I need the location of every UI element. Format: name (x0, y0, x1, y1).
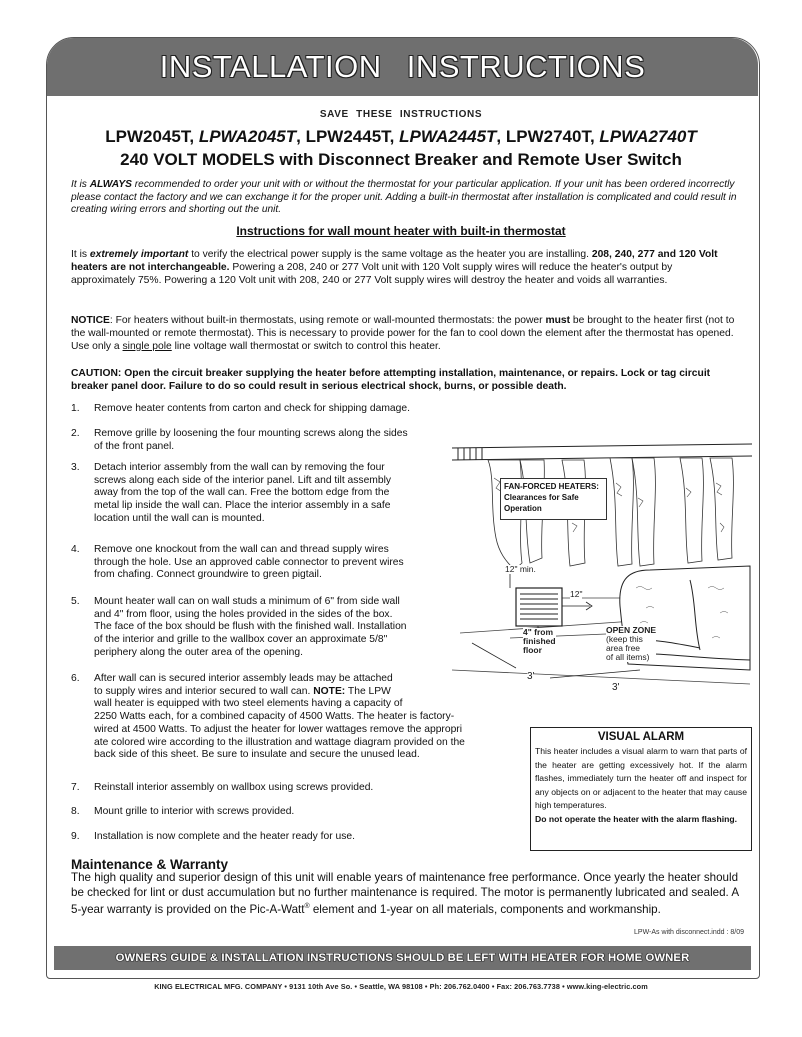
intro-post: recommended to order your unit with or without the thermostat for your particular application. If your unit has been ordered incorrectly please contact the factory and we can exchange it for the proper unit. Adding a built-in thermostat after installation is complicated and could result in creating wiring errors and shorting out the unit. (71, 179, 737, 215)
step-text (94, 673, 465, 762)
step-line (94, 441, 408, 454)
step-number: 9. (71, 831, 80, 842)
fan-forced-label-line: Clearances for Safe (504, 493, 579, 502)
owners-guide-text: OWNERS GUIDE & INSTALLATION INSTRUCTIONS SHOULD BE LEFT WITH HEATER FOR HOME OWNER (115, 952, 690, 964)
step-line-text: periphery along the outer area of the opening. (94, 646, 303, 658)
step-line-text: from chafing. Connect groundwire to green pigtail. (94, 569, 322, 581)
supply-post: Powering a 208, 240 or 277 Volt unit with 120 Volt supply wires will reduce the heater's output by approximately 75%. Powering a 120 Volt unit with 208, 240 or 277 Volt supply wires will destroy the heater and voids all warranties. (71, 261, 673, 286)
step-line-text: Installation is now complete and the heater ready for use. (94, 831, 356, 842)
dim-floor-line: finished (523, 636, 556, 646)
open-zone-line: area free (606, 643, 641, 653)
supply-mid: to verify the electrical power supply is the same voltage as the heater you are installing. (188, 249, 592, 260)
step-line (94, 749, 465, 762)
supply-pre: It is (71, 249, 90, 260)
open-zone-title: OPEN ZONE (606, 625, 657, 635)
maintenance-paragraph (71, 871, 741, 918)
step-line-text: Mount heater wall can on wall studs a minimum of 6" from side wall (94, 596, 400, 607)
wall-top-edge (452, 444, 752, 460)
step-line-text: wall heater is equipped with two steel elements having a capacity of (94, 698, 403, 710)
step-number: 3. (71, 462, 80, 473)
step-line (94, 806, 294, 819)
step-line (94, 569, 404, 582)
step-line (94, 596, 407, 609)
visual-alarm-warning: Do not operate the heater with the alarm flashing. (535, 813, 737, 824)
notice-post: line voltage wall thermostat or switch to control this heater. (171, 340, 441, 352)
fan-forced-label-line: Operation (504, 504, 542, 513)
step-line (94, 544, 404, 557)
step-line-text: Remove one knockout from the wall can and thread supply wires (94, 544, 389, 555)
dim-top-label: 12" min. (505, 564, 536, 574)
title-banner (47, 38, 758, 96)
step-text (94, 831, 355, 844)
step-line-text: Remove grille by loosening the four mounting screws along the sides (94, 428, 408, 439)
company-footer: KING ELECTRICAL MFG. COMPANY • 9131 10th Ave So. • Seattle, WA 98108 • Ph: 206.762.0400 • Fax: 206.763.7738 • www.king-electric.com (154, 982, 648, 991)
step-number: 1. (71, 403, 80, 414)
page-title: INSTALLATION INSTRUCTIONS (159, 49, 646, 84)
step-line (94, 428, 408, 441)
intro-pre: It is (71, 179, 90, 190)
model-number: , LPW2445T, (296, 127, 400, 146)
step-line (94, 609, 407, 622)
step-line (94, 487, 391, 500)
step-text (94, 806, 294, 819)
step-text (94, 544, 404, 582)
maintenance-pre: The high quality and superior design of this unit will enable years of maintenance free performance. Once yearly the heater should be checked for lint or dust accumulation but no further maintenance is required. The motor is permanently lubricated and sealed. A 5-year warranty is provided on the Pic-A-Watt (71, 871, 739, 917)
step-line-text: of the interior and grille to the wallbox cover an approximate 5/8" (94, 634, 388, 646)
open-zone-label (606, 626, 656, 662)
step-line (94, 621, 407, 634)
dim-floor-line: floor (523, 645, 542, 655)
notice-must: must (545, 315, 571, 326)
step-number: 8. (71, 806, 80, 817)
save-notice: SAVE THESE INSTRUCTIONS (319, 109, 483, 120)
fan-forced-label (500, 478, 607, 520)
step-line (94, 831, 355, 844)
step-line (94, 724, 465, 737)
step-text (94, 782, 373, 795)
model-number: LPWA2045T (198, 127, 297, 146)
supply-emphasis: extremely important (89, 249, 189, 260)
step-line-text: Mount grille to interior with screws provided. (94, 806, 295, 817)
supply-bold: 208, 240, 277 and 120 Volt heaters are not interchangeable. (71, 249, 718, 273)
step-line (94, 782, 373, 795)
step-line-text: and 4" from floor, using the holes provided in the sides of the box. (94, 608, 393, 620)
maintenance-heading: Maintenance & Warranty (71, 857, 229, 872)
step-note-label: NOTE: (310, 685, 346, 697)
step-line-text: of the front panel. (94, 440, 175, 452)
step-number: 2. (71, 428, 80, 439)
model-number: LPWA2445T (399, 127, 497, 146)
fan-forced-label-line: FAN-FORCED HEATERS: (504, 482, 599, 491)
dim-floor-label (523, 628, 556, 655)
step-line-text: away from the top of the wall can. Free the bottom edge from the (94, 487, 390, 499)
step-line (94, 513, 391, 526)
step-line-text: through the hole. Use an approved cable connector to prevent wires (94, 556, 404, 568)
step-text (94, 428, 408, 453)
step-number: 7. (71, 782, 80, 793)
notice-paragraph (71, 315, 736, 354)
model-number: LPW2045T, (105, 127, 199, 146)
step-number: 4. (71, 544, 80, 555)
model-list (0, 125, 802, 148)
intro-emphasis: ALWAYS (89, 179, 132, 190)
dim-floor-line: 4" from (523, 627, 554, 637)
supply-voltage-paragraph (71, 249, 736, 288)
step-text (94, 462, 391, 526)
visual-alarm-title: VISUAL ALARM (597, 731, 685, 743)
step-line-text: to supply wires and interior secured to wall can. (94, 685, 311, 697)
step-line (94, 673, 465, 686)
intro-paragraph (71, 179, 739, 217)
caution-paragraph: CAUTION: Open the circuit breaker supplying the heater before attempting installation, maintenance, or repairs. Lock or tag circuit breaker panel door. Failure to do so could result in serious electrical shock, burns, or possible death. (71, 368, 711, 392)
visual-alarm-body: This heater includes a visual alarm to warn that parts of the heater are getting excessively hot. If the alarm flashes, immediately turn the heater off and inspect for any objects on or adjacent to the heater that may cause high temperatures. (535, 746, 747, 811)
step-line-text: The face of the box should be flush with the finished wall. Installation (94, 621, 407, 633)
step-line-text: wired at 4500 Watts. To adjust the heater for lower wattages remove the appropri (94, 723, 463, 735)
step-line (94, 686, 465, 699)
document-reference: LPW-As with disconnect.indd : 8/09 (634, 929, 744, 936)
heater-unit (516, 588, 562, 626)
step-line (94, 711, 465, 724)
step-line-text: Reinstall interior assembly on wallbox using screws provided. (94, 782, 374, 793)
notice-single-pole: single pole (122, 340, 172, 352)
step-line (94, 647, 407, 660)
step-line-text: 2250 Watts each, for a combined capacity of 4500 Watts. The heater is factory- (94, 711, 455, 723)
notice-pre: : For heaters without built-in thermostats, using remote or wall-mounted thermostats: the power (109, 315, 546, 326)
step-line (94, 475, 391, 488)
dim-side-label: 12" (570, 589, 583, 599)
visual-alarm-box (530, 727, 752, 851)
step-line-text: metal lip inside the wall can. Place the interior assembly in a safe (94, 500, 391, 512)
step-text (94, 403, 410, 416)
notice-mid: be brought to the heater first (not to the wall-mounted or remote thermostat). This is necessary to provide power for the fan to cool down the element after the thermostat has opened. Use only a (71, 315, 735, 352)
model-number: , LPW2740T, (496, 127, 600, 146)
step-line (94, 737, 465, 750)
model-subtitle: 240 VOLT MODELS with Disconnect Breaker and Remote User Switch (120, 150, 682, 169)
step-note-text: The LPW (345, 685, 391, 697)
clearance-illustration (450, 438, 755, 693)
step-number: 5. (71, 596, 80, 607)
step-line-text: After wall can is secured interior assembly leads may be attached (94, 673, 393, 684)
open-zone-line: of all items) (606, 652, 650, 662)
step-line (94, 403, 410, 416)
dim-left-label: 3' (527, 671, 535, 682)
model-heading (0, 125, 802, 171)
step-number: 6. (71, 673, 80, 684)
step-line (94, 634, 407, 647)
maintenance-post: element and 1-year on all materials, components and workmanship. (309, 903, 661, 917)
step-line (94, 500, 391, 513)
section-subheading: Instructions for wall mount heater with built-in thermostat (236, 224, 566, 238)
step-line-text: Remove heater contents from carton and check for shipping damage. (94, 403, 410, 414)
step-text (94, 596, 407, 660)
model-number: LPWA2740T (599, 127, 697, 146)
notice-label: NOTICE (71, 315, 110, 326)
step-line-text: Detach interior assembly from the wall can by removing the four (94, 462, 385, 473)
step-line-text: ate colored wire according to the illustration and wattage diagram provided on the (94, 736, 465, 748)
step-line-text: screws along each side of the interior panel. Lift and tilt assembly (94, 474, 392, 486)
step-line (94, 462, 391, 475)
owners-guide-banner (54, 946, 751, 970)
dim-bottom-label: 3' (612, 682, 620, 693)
registered-mark: ® (304, 903, 310, 911)
step-line-text: back side of this sheet. Be sure to insulate and secure the unused lead. (94, 749, 420, 761)
open-zone-line: (keep this (606, 634, 643, 644)
step-line (94, 698, 465, 711)
step-line (94, 557, 404, 570)
step-line-text: location until the wall can is mounted. (94, 512, 265, 524)
